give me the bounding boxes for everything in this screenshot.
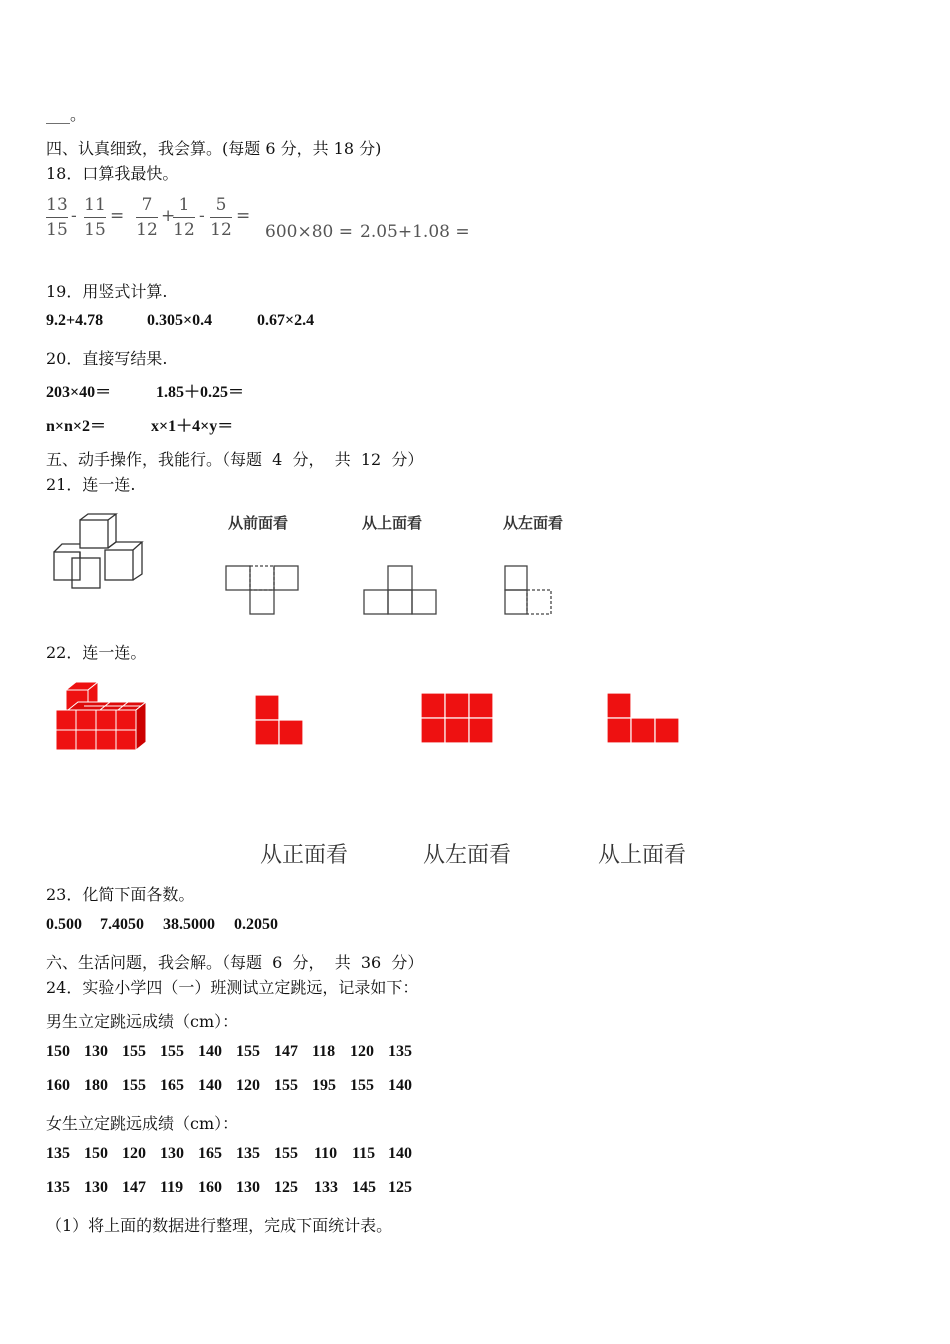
score-value: 140 — [198, 1043, 222, 1060]
q22-view-l-long — [606, 692, 686, 747]
q22-view-l-small — [254, 694, 309, 749]
score-value: 155 — [236, 1043, 260, 1060]
score-value: 120 — [236, 1077, 260, 1094]
section4-title: 四、认真细致，我会算。(每题 6 分，共 18 分) — [46, 139, 382, 158]
score-value: 155 — [350, 1077, 374, 1094]
equals-sign: = — [110, 206, 125, 226]
fraction-5: 5 12 — [210, 195, 232, 240]
score-value: 130 — [84, 1043, 108, 1060]
score-value: 155 — [274, 1145, 298, 1162]
score-value: 120 — [350, 1043, 374, 1060]
q23-item-2: 7.4050 — [100, 916, 144, 933]
q20-r1-b: 1.85＋0.25＝ — [156, 384, 245, 401]
q20-r1-a: 203×40＝ — [46, 384, 112, 401]
q21-title: 21．连一连. — [46, 475, 136, 494]
q22-title: 22．连一连。 — [46, 643, 147, 662]
q21-view-inverted-t — [362, 564, 442, 619]
score-value: 150 — [84, 1145, 108, 1162]
score-value: 140 — [198, 1077, 222, 1094]
score-value: 118 — [312, 1043, 336, 1060]
score-value: 155 — [122, 1077, 146, 1094]
top-blank: ___。 — [46, 105, 87, 124]
q23-title: 23．化简下面各数。 — [46, 885, 195, 904]
q19-item-2: 0.305×0.4 — [147, 312, 213, 329]
score-value: 110 — [314, 1145, 338, 1162]
q21-solid-figure — [50, 512, 150, 597]
q22-red-solid — [54, 680, 154, 755]
q20-title: 20．直接写结果. — [46, 349, 168, 368]
q22-label-left: 从左面看 — [423, 843, 512, 868]
score-value: 130 — [236, 1179, 260, 1196]
q21-label-top: 从上面看 — [362, 514, 423, 532]
fraction-1: 13 15 — [46, 195, 68, 240]
q23-item-1: 0.500 — [46, 916, 82, 933]
score-value: 125 — [274, 1179, 298, 1196]
plus-sign: + — [161, 206, 176, 226]
score-value: 120 — [122, 1145, 146, 1162]
q20-r2-b: x×1＋4×y＝ — [151, 418, 234, 435]
q24-sub1: （1）将上面的数据进行整理，完成下面统计表。 — [46, 1216, 393, 1235]
score-value: 155 — [274, 1077, 298, 1094]
score-value: 135 — [46, 1145, 70, 1162]
q21-view-t-shape — [224, 564, 304, 619]
score-value: 155 — [122, 1043, 146, 1060]
expr-600x80: 600×80 = — [265, 222, 353, 242]
section5-title: 五、动手操作，我能行。（每题 4 分， 共 12 分） — [46, 450, 424, 469]
score-value: 115 — [352, 1145, 376, 1162]
score-value: 133 — [314, 1179, 338, 1196]
q21-view-l-shape — [503, 564, 563, 619]
boys-title: 男生立定跳远成绩（cm）： — [46, 1012, 239, 1031]
section6-title: 六、生活问题，我会解。（每题 6 分， 共 36 分） — [46, 953, 424, 972]
score-value: 150 — [46, 1043, 70, 1060]
q18-title: 18．口算我最快。 — [46, 164, 179, 183]
q24-title: 24．实验小学四（一）班测试立定跳远，记录如下： — [46, 978, 419, 997]
score-value: 160 — [198, 1179, 222, 1196]
score-value: 135 — [388, 1043, 412, 1060]
score-value: 180 — [84, 1077, 108, 1094]
score-value: 165 — [160, 1077, 184, 1094]
score-value: 140 — [388, 1145, 412, 1162]
score-value: 130 — [160, 1145, 184, 1162]
girls-title: 女生立定跳远成绩（cm）： — [46, 1114, 239, 1133]
q22-view-rectangle — [420, 692, 500, 747]
fraction-4: 1 12 — [173, 195, 195, 240]
score-value: 135 — [46, 1179, 70, 1196]
q20-r2-a: n×n×2＝ — [46, 418, 107, 435]
q22-label-front: 从正面看 — [260, 843, 349, 868]
score-value: 140 — [388, 1077, 412, 1094]
q23-item-3: 38.5000 — [163, 916, 215, 933]
score-value: 147 — [274, 1043, 298, 1060]
equals-sign-2: = — [236, 206, 251, 226]
score-value: 195 — [312, 1077, 336, 1094]
score-value: 160 — [46, 1077, 70, 1094]
fraction-3: 7 12 — [136, 195, 158, 240]
fraction-2: 11 15 — [84, 195, 106, 240]
score-value: 119 — [160, 1179, 184, 1196]
score-value: 165 — [198, 1145, 222, 1162]
score-value: 155 — [160, 1043, 184, 1060]
minus-sign: - — [71, 206, 77, 226]
score-value: 147 — [122, 1179, 146, 1196]
score-value: 135 — [236, 1145, 260, 1162]
q22-label-top: 从上面看 — [598, 843, 687, 868]
q23-item-4: 0.2050 — [234, 916, 278, 933]
minus-sign-2: - — [199, 206, 205, 226]
expr-2-05: 2.05+1.08 = — [360, 222, 470, 242]
score-value: 125 — [388, 1179, 412, 1196]
score-value: 130 — [84, 1179, 108, 1196]
score-value: 145 — [352, 1179, 376, 1196]
q19-item-3: 0.67×2.4 — [257, 312, 315, 329]
q21-label-left: 从左面看 — [503, 514, 564, 532]
q21-label-front: 从前面看 — [228, 514, 289, 532]
q19-item-1: 9.2+4.78 — [46, 312, 104, 329]
q19-title: 19．用竖式计算. — [46, 282, 168, 301]
